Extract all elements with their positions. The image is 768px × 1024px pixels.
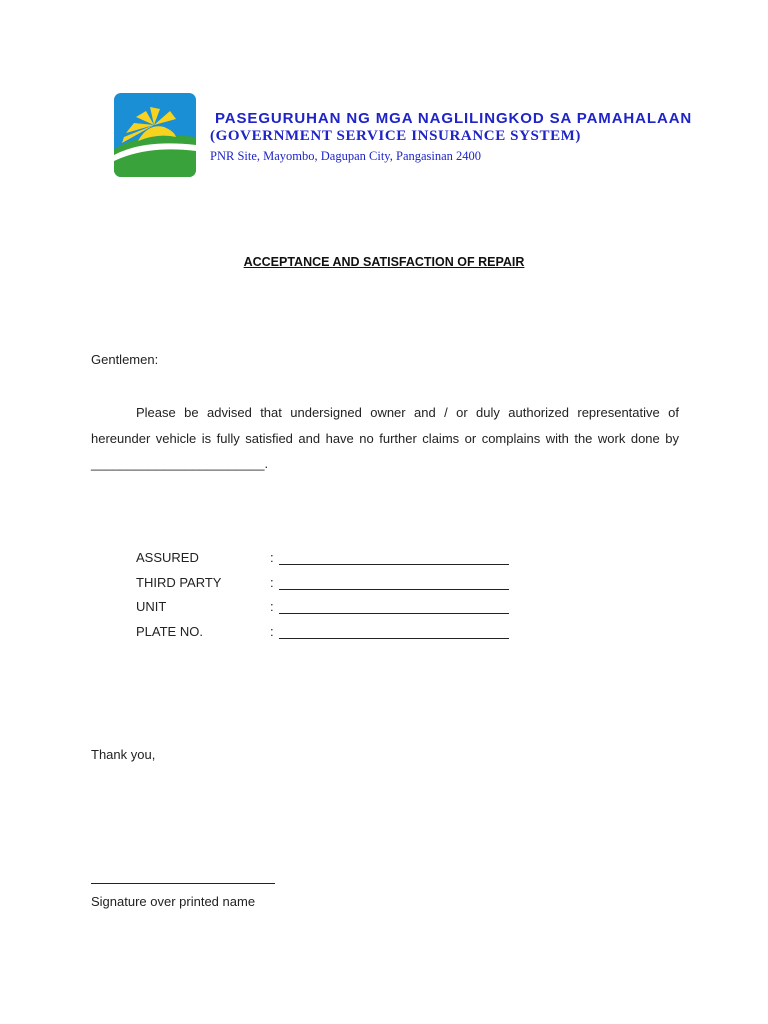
closing: Thank you,	[91, 747, 156, 762]
field-label: THIRD PARTY	[136, 575, 222, 590]
signature-caption: Signature over printed name	[91, 894, 256, 909]
gsis-logo	[114, 93, 196, 177]
salutation: Gentlemen:	[91, 352, 159, 367]
org-address: PNR Site, Mayombo, Dagupan City, Pangasinan 2400	[210, 149, 482, 163]
signature-line[interactable]	[91, 883, 275, 884]
field-colon: :	[270, 599, 274, 614]
field-colon: :	[270, 575, 274, 590]
field-label: UNIT	[136, 599, 167, 614]
field-blank-line[interactable]	[279, 589, 509, 590]
org-subtitle: (GOVERNMENT SERVICE INSURANCE SYSTEM)	[210, 128, 582, 144]
field-label: PLATE NO.	[136, 624, 203, 639]
field-colon: :	[270, 624, 274, 639]
org-name: PASEGURUHAN NG MGA NAGLILINGKOD SA PAMAHALAAN	[215, 110, 693, 127]
field-label: ASSURED	[136, 550, 199, 565]
field-colon: :	[270, 550, 274, 565]
field-blank-line[interactable]	[279, 613, 509, 614]
document-title: ACCEPTANCE AND SATISFACTION OF REPAIR	[243, 255, 525, 269]
field-blank-line[interactable]	[279, 564, 509, 565]
field-blank-line[interactable]	[279, 638, 509, 639]
body-paragraph: Please be advised that undersigned owner and / or duly authorized representative of hereunder vehicle is fully satisfied and have no further claims or complains with the work done by ________________________.	[91, 405, 679, 471]
